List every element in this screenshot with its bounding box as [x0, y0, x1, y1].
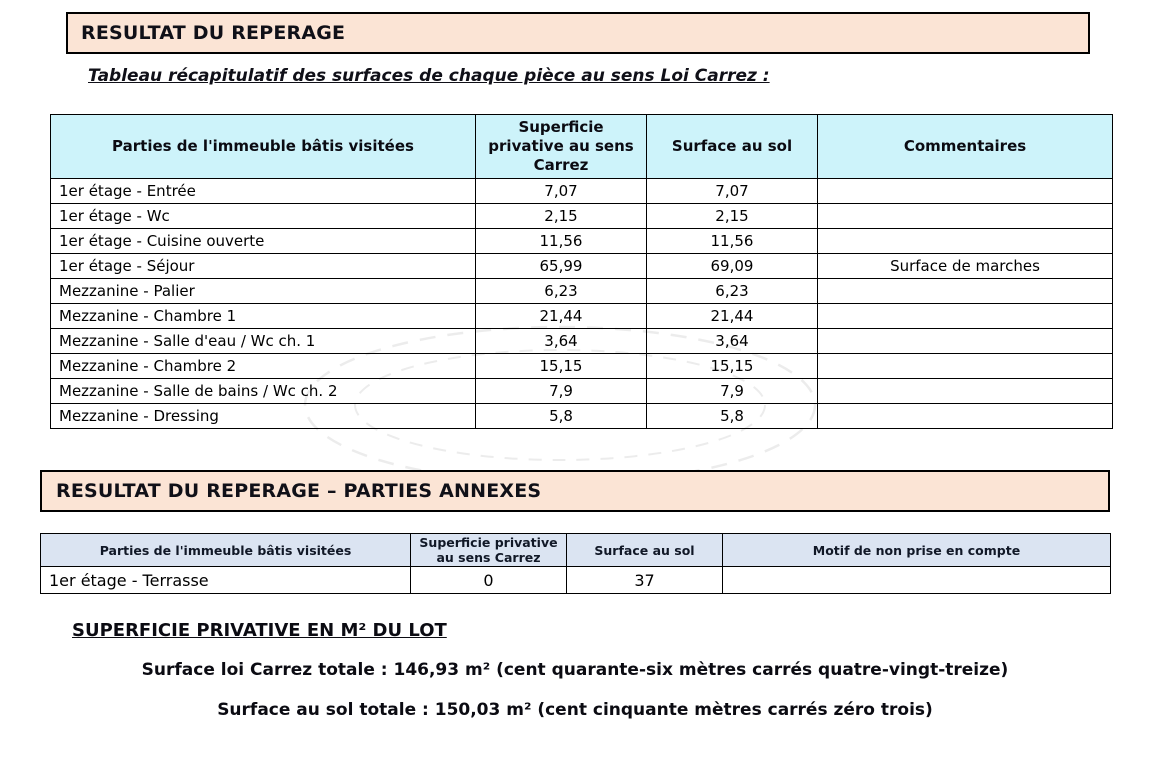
table-cell: 7,9 [476, 379, 647, 404]
table-cell: 37 [567, 567, 723, 594]
table-cell [818, 279, 1113, 304]
table-cell: 1er étage - Séjour [51, 254, 476, 279]
table-cell [723, 567, 1111, 594]
table-row [41, 567, 1111, 594]
section-banner-resultat-label: RESULTAT DU REPERAGE [81, 22, 346, 44]
table-cell: 69,09 [647, 254, 818, 279]
section-banner-resultat [66, 12, 1090, 54]
table-cell: 11,56 [647, 229, 818, 254]
section-banner-annexes-label: RESULTAT DU REPERAGE – PARTIES ANNEXES [56, 480, 542, 502]
table-cell: Mezzanine - Chambre 2 [51, 354, 476, 379]
col-header-superficie-carrez: Superficie privative au sens Carrez [476, 115, 647, 179]
table-cell: 7,07 [476, 179, 647, 204]
table-cell: Mezzanine - Salle de bains / Wc ch. 2 [51, 379, 476, 404]
table-cell [818, 204, 1113, 229]
col-header-surface-sol: Surface au sol [647, 115, 818, 179]
table-row [51, 279, 1113, 304]
table-cell: 3,64 [647, 329, 818, 354]
annexes-table-header-row [41, 534, 1111, 567]
table-cell [818, 354, 1113, 379]
table-cell [818, 404, 1113, 429]
table-cell: 15,15 [647, 354, 818, 379]
table-cell: 1er étage - Entrée [51, 179, 476, 204]
total-sol-line: Surface au sol totale : 150,03 m² (cent cinquante mètres carrés zéro trois) [217, 700, 933, 720]
table-cell: Mezzanine - Chambre 1 [51, 304, 476, 329]
table-row [51, 404, 1113, 429]
col-header-motif: Motif de non prise en compte [723, 534, 1111, 567]
table-row [51, 329, 1113, 354]
table-row [51, 254, 1113, 279]
surfaces-table [50, 114, 1113, 429]
table-cell: 5,8 [647, 404, 818, 429]
table-caption: Tableau récapitulatif des surfaces de chaque pièce au sens Loi Carrez : [88, 66, 770, 86]
col-header-parties: Parties de l'immeuble bâtis visitées [41, 534, 411, 567]
table-cell: Surface de marches [818, 254, 1113, 279]
table-row [51, 179, 1113, 204]
table-cell: 65,99 [476, 254, 647, 279]
table-cell: 6,23 [647, 279, 818, 304]
table-row [51, 379, 1113, 404]
table-cell: 3,64 [476, 329, 647, 354]
table-cell: 21,44 [476, 304, 647, 329]
table-cell [818, 304, 1113, 329]
col-header-commentaires: Commentaires [818, 115, 1113, 179]
table-row [51, 229, 1113, 254]
table-cell: 6,23 [476, 279, 647, 304]
surfaces-table-body [51, 179, 1113, 429]
table-cell [818, 329, 1113, 354]
table-cell: 1er étage - Cuisine ouverte [51, 229, 476, 254]
table-cell: 2,15 [476, 204, 647, 229]
table-cell: 1er étage - Wc [51, 204, 476, 229]
table-cell [818, 179, 1113, 204]
table-cell: Mezzanine - Salle d'eau / Wc ch. 1 [51, 329, 476, 354]
table-row [51, 304, 1113, 329]
total-carrez-line: Surface loi Carrez totale : 146,93 m² (cent quarante-six mètres carrés quatre-vingt-treize) [141, 660, 1009, 680]
table-cell: 0 [411, 567, 567, 594]
table-row [51, 354, 1113, 379]
col-header-parties: Parties de l'immeuble bâtis visitées [51, 115, 476, 179]
superficie-heading: SUPERFICIE PRIVATIVE EN M² DU LOT [72, 620, 447, 641]
table-cell: Mezzanine - Palier [51, 279, 476, 304]
table-cell: 15,15 [476, 354, 647, 379]
table-cell: 5,8 [476, 404, 647, 429]
annexes-table [40, 533, 1111, 594]
table-cell: 7,9 [647, 379, 818, 404]
table-cell: 2,15 [647, 204, 818, 229]
table-cell: 21,44 [647, 304, 818, 329]
annexes-table-body [41, 567, 1111, 594]
section-banner-annexes [40, 470, 1110, 512]
table-cell: Mezzanine - Dressing [51, 404, 476, 429]
table-row [51, 204, 1113, 229]
table-cell [818, 229, 1113, 254]
table-cell: 1er étage - Terrasse [41, 567, 411, 594]
table-cell: 11,56 [476, 229, 647, 254]
col-header-surface-sol: Surface au sol [567, 534, 723, 567]
col-header-superficie-carrez: Superficie privative au sens Carrez [411, 534, 567, 567]
table-cell [818, 379, 1113, 404]
table-cell: 7,07 [647, 179, 818, 204]
surfaces-table-header-row [51, 115, 1113, 179]
